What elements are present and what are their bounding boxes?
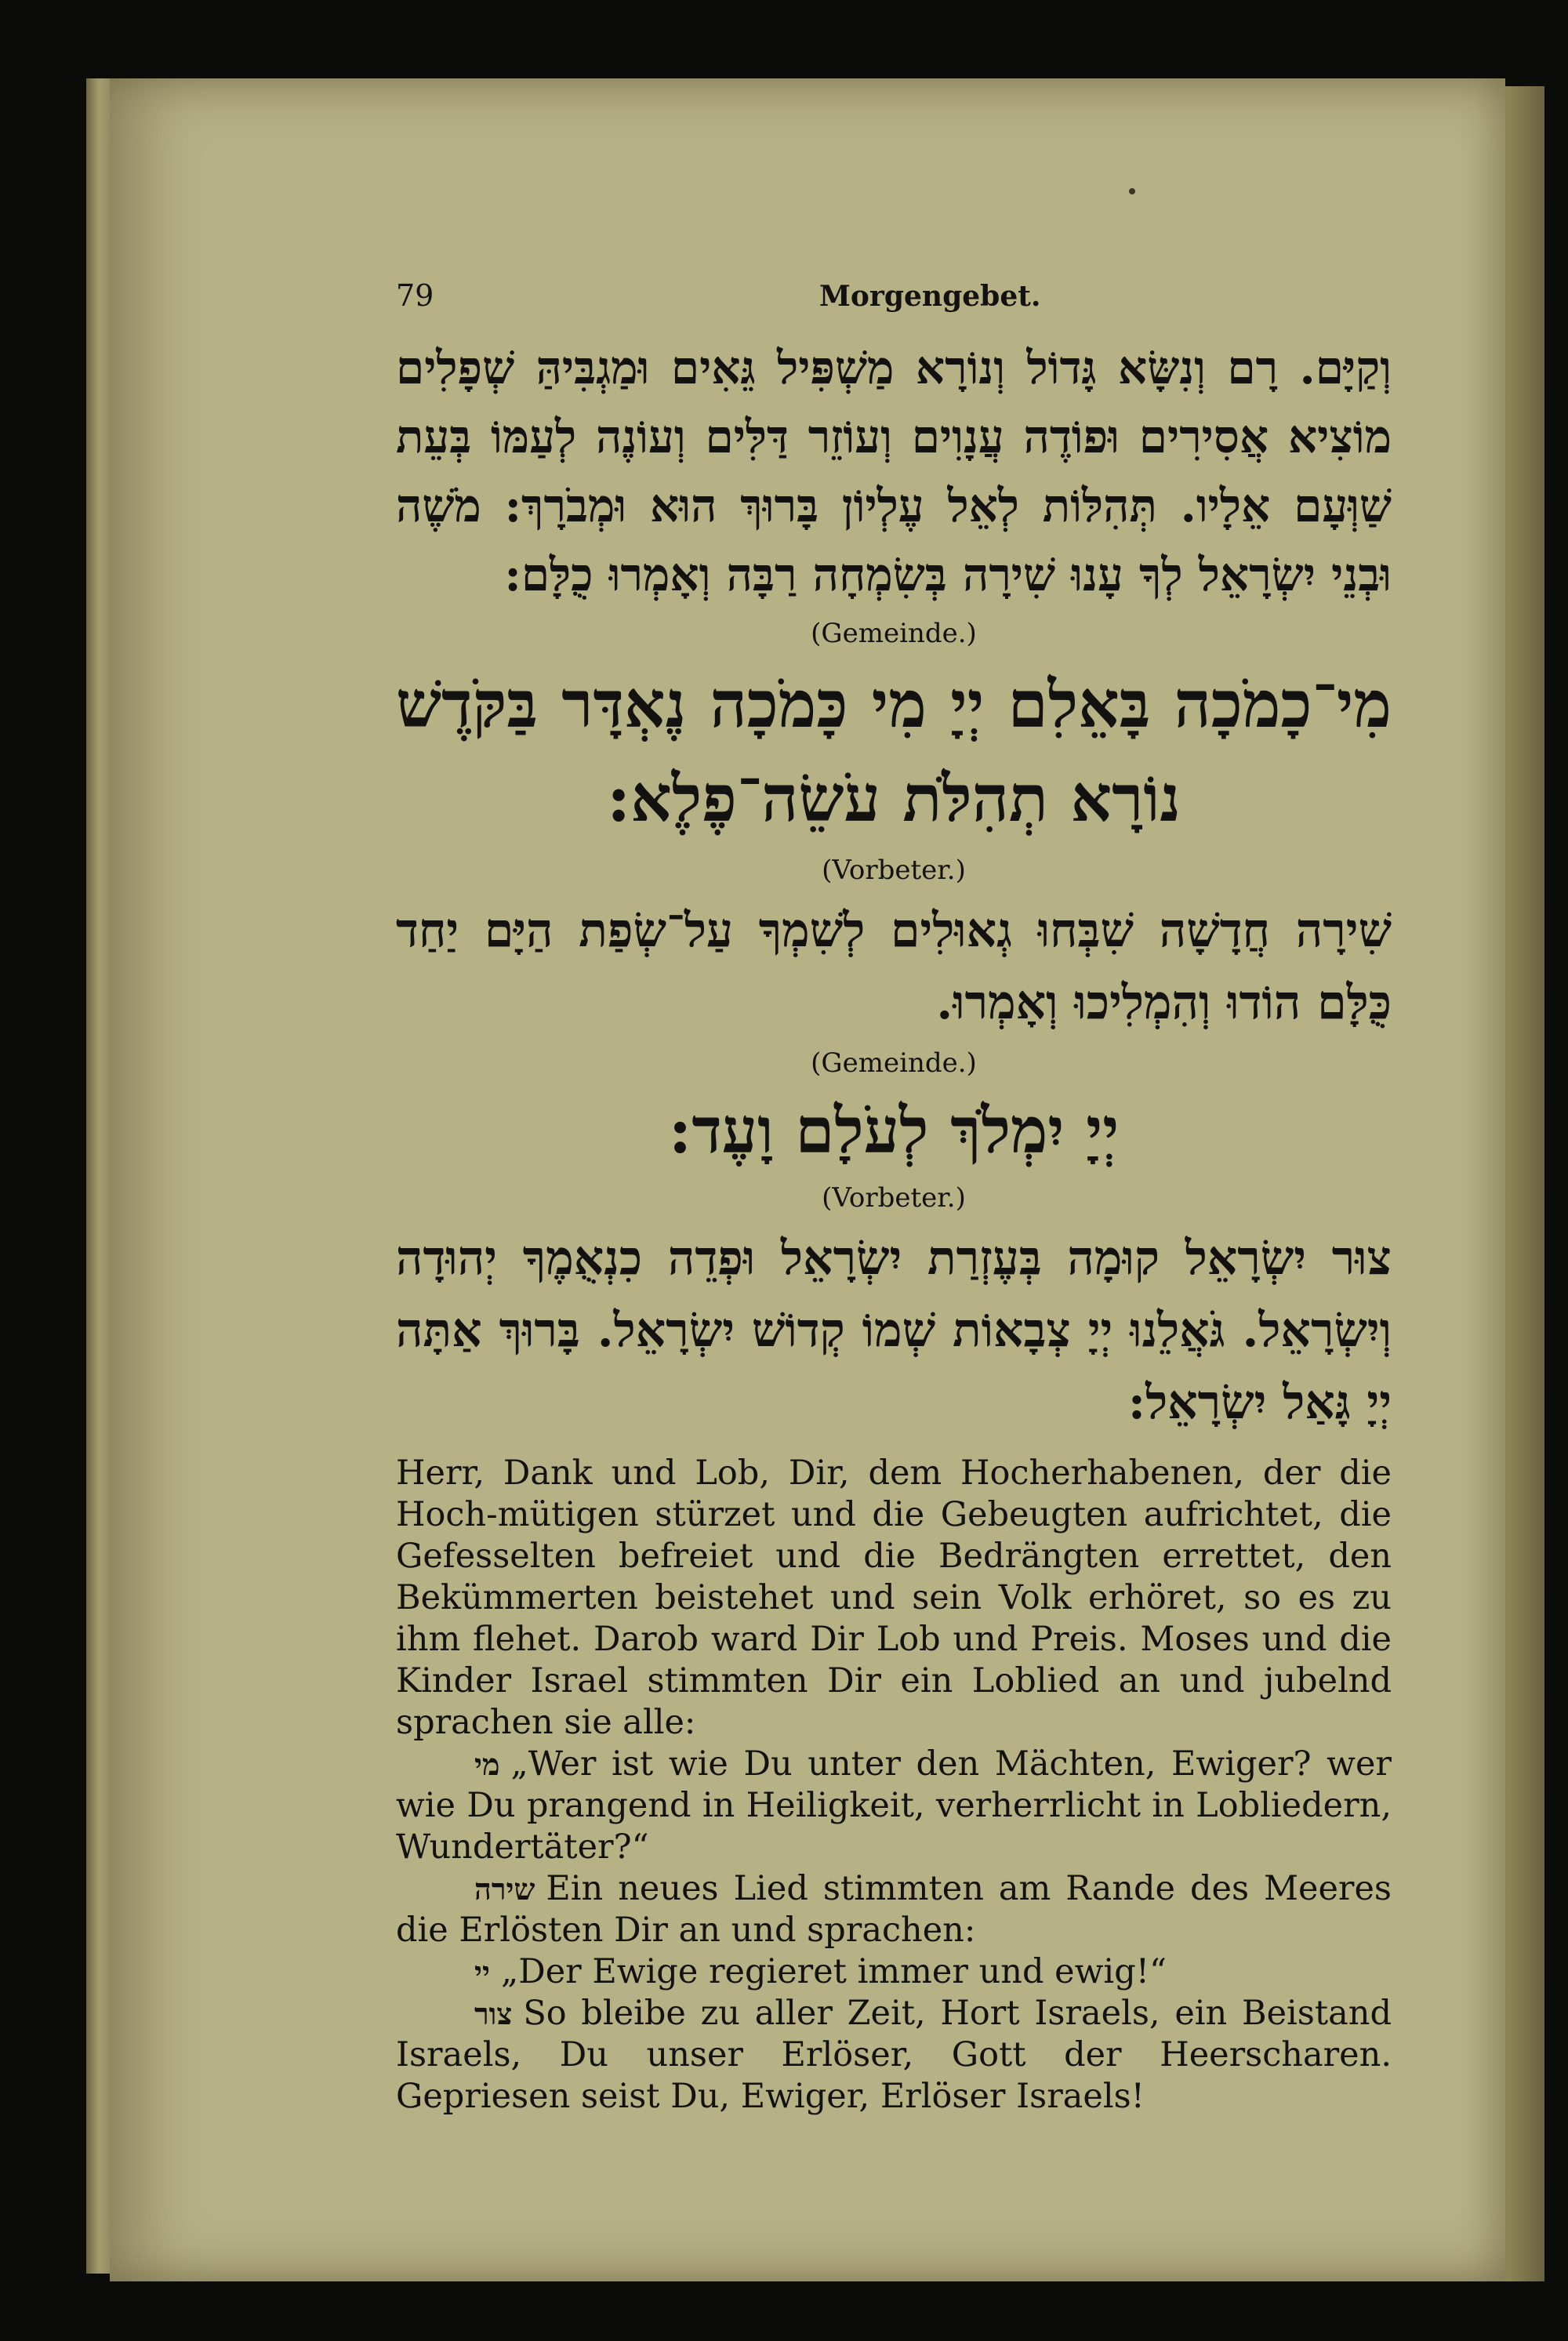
running-head [396,278,1392,325]
page-number: 79 [396,278,434,313]
german-translation [396,1453,1392,2118]
paper-speck [1129,188,1135,194]
german-paragraph [396,1951,1392,1993]
hebrew-paragraph: וְקַיָּם. רָם וְנִשָּׂא גָּדוֹל וְנוֹרָא מַשְׁפִּיל גֵּאִים וּמַגְבִּיהַּ שְׁפָלִים מוֹצִיא אֲסִירִים וּפוֹדֶה עֲנָוִים וְעוֹזֵר דַּלִּים וְעוֹנֶה לְעַמּוֹ בְּעֵת שַׁוְּעָם אֵלָיו. תְּהִלּוֹת לְאֵל עֶלְיוֹן בָּרוּךְ הוּא וּמְבֹרָךְ: מֹשֶׁה וּבְנֵי יִשְׂרָאֵל לְךָ עָנוּ שִׁירָה בְּשִׂמְחָה רַבָּה וְאָמְרוּ כֻלָּם: [396,341,1392,601]
hebrew-marker: שירה [474,1871,535,1907]
hebrew-shira-chadasha: שִׁירָה חֲדָשָׁה שִׁבְּחוּ גְאוּלִים לְשִׁמְךָ עַל־שְׂפַת הַיָּם יַחַד כֻּלָּם הוֹדוּ וְהִמְלִיכוּ וְאָמְרוּ. [396,903,1392,1030]
german-paragraph [396,1744,1392,1868]
german-text: „Der Ewige regieret immer und ewig!“ [500,1952,1167,1991]
hebrew-tzur-yisrael: צוּר יִשְׂרָאֵל קוּמָה בְּעֶזְרַת יִשְׂרָאֵל וּפְדֵה כִנְאֻמֶךָ יְהוּדָה וְיִשְׂרָאֵל. גֹּאֲלֵנוּ יְיָ צְבָאוֹת שְׁמוֹ קְדוֹשׁ יִשְׂרָאֵל. בָּרוּךְ אַתָּה יְיָ גָּאַל יִשְׂרָאֵל: [396,1231,1392,1430]
speaker-label-vorbeter: (Vorbeter.) [822,855,966,886]
speaker-label-vorbeter: (Vorbeter.) [822,1182,966,1214]
hebrew-marker: יי [474,1954,490,1990]
german-paragraph [396,1993,1392,2118]
speaker-label-gemeinde: (Gemeinde.) [811,1047,977,1079]
hebrew-marker: מי [474,1747,500,1782]
hebrew-adonai-yimloch: יְיָ יִמְלֹךְ לְעֹלָם וָעֶד: [668,1094,1120,1167]
german-paragraph [396,1868,1392,1951]
speaker-label-gemeinde: (Gemeinde.) [811,618,977,649]
german-text: „Wer ist wie Du unter den Mächten, Ewiger? wer wie Du prangend in Heiligkeit, verherrlicht in Lobliedern, Wundertäter?“ [396,1744,1392,1867]
german-text: Ein neues Lied stimmten am Rande des Meeres die Erlösten Dir an und sprachen: [396,1869,1392,1950]
page-content [396,278,1392,2118]
hebrew-mi-chamocha: מִי־כָמֹכָה בָּאֵלִם יְיָ מִי כָּמֹכָה נֶאְדָּר בַּקֹּדֶשׁ נוֹרָא תְהִלֹּת עֹשֵׂה־פֶלֶא: [396,667,1392,837]
page-title: Morgengebet. [819,280,1041,313]
german-text: So bleibe zu aller Zeit, Hort Israels, ein Beistand Israels, Du unser Erlöser, Gott der Heerscharen. Gepriesen seist Du, Ewiger, Erlöser Israels! [396,1994,1392,2116]
hebrew-marker: צור [474,1996,513,2031]
german-paragraph: Herr, Dank und Lob, Dir, dem Hocherhabenen, der die Hoch-mütigen stürzet und die Gebeugten aufrichtet, die Gefesselten befreiet und die Bedrängten errettet, den Bekümmerten beistehet und sein Volk erhöret, so es zu ihm flehet. Darob ward Dir Lob und Preis. Moses und die Kinder Israel stimmten Dir ein Loblied an und jubelnd sprachen sie alle: [396,1454,1392,1742]
